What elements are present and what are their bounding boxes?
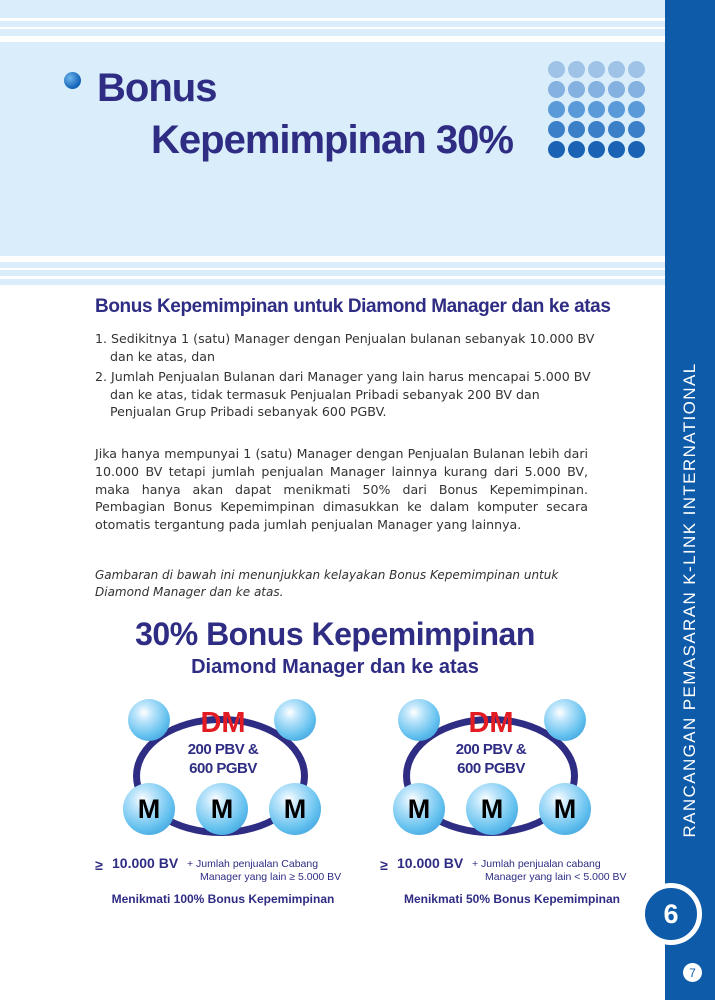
left-bv-value: 10.000 BV	[112, 855, 179, 871]
left-result: Menikmati 100% Bonus Kepemimpinan	[111, 892, 335, 906]
section-heading: Bonus Kepemimpinan untuk Diamond Manager dan ke atas	[95, 296, 611, 317]
left-manager-node-1: M	[123, 783, 175, 835]
header-stripe-top-1	[0, 18, 665, 21]
right-desc-line2: Manager yang lain < 5.000 BV	[485, 871, 627, 883]
diagram-subtitle: Diamond Manager dan ke atas	[191, 656, 479, 678]
left-condition-description	[187, 858, 341, 884]
header-stripe-bottom-3	[0, 276, 665, 279]
right-ge-symbol: ≥	[380, 857, 388, 873]
diagram-title: 30% Bonus Kepemimpinan	[135, 616, 535, 652]
left-dm-req-line2: 600 PGBV	[189, 760, 257, 777]
left-manager-node-3: M	[269, 783, 321, 835]
right-manager-node-3: M	[539, 783, 591, 835]
right-dm-req-line2: 600 PGBV	[457, 760, 525, 777]
list-item: 1. Sedikitnya 1 (satu) Manager dengan Penjualan bulanan sebanyak 10.000 BV dan ke atas, dan	[95, 331, 595, 364]
explanation-paragraph: Jika hanya mempunyai 1 (satu) Manager dengan Penjualan Bulanan lebih dari 10.000 BV tetapi jumlah penjualan Manager lainnya kurang dari 5.000 BV, maka hanya akan dapat menikmati 50% dari Bonus Kepemimpinan. Pembagian Bonus Kepemimpinan dimasukkan ke dalam komputer secara otomatis tergantung pada jumlah penjualan Manager yang lainnya.	[95, 446, 588, 533]
list-item: 2. Jumlah Penjualan Bulanan dari Manager yang lain harus mencapai 5.000 BV dan ke atas, tidak termasuk Penjualan Pribadi sebanyak 200 BV dan Penjualan Grup Pribadi sebanyak 600 PGBV.	[95, 369, 591, 419]
right-manager-node-2: M	[466, 783, 518, 835]
right-desc-line1: + Jumlah penjualan cabang	[472, 858, 601, 870]
side-bar-title: RANCANGAN PEMASARAN K-LINK INTERNATIONAL	[680, 362, 699, 838]
right-manager-node-1: M	[393, 783, 445, 835]
left-dm-req-line1: 200 PBV &	[187, 741, 259, 758]
diagram-caption: Gambaran di bawah ini menunjukkan kelayakan Bonus Kepemimpinan untuk Diamond Manager dan ke atas.	[95, 568, 559, 599]
right-result: Menikmati 50% Bonus Kepemimpinan	[403, 892, 621, 906]
header-stripe-bottom-2	[0, 268, 665, 270]
page-title-line1: Bonus	[97, 66, 217, 110]
header-stripe-top-3	[0, 36, 665, 42]
dot-grid-decoration-icon	[548, 61, 644, 161]
right-dm-req-line1: 200 PBV &	[455, 741, 527, 758]
section-number-badge: 6	[640, 883, 702, 945]
page-title	[97, 62, 513, 166]
left-dm-requirement	[163, 740, 283, 778]
left-desc-line1: + Jumlah penjualan Cabang	[187, 858, 319, 870]
right-dm-requirement	[431, 740, 551, 778]
page-title-line2: Kepemimpinan 30%	[151, 118, 513, 162]
blue-bullet-dot-icon	[64, 72, 81, 89]
left-dm-label: DM	[200, 707, 246, 739]
right-dm-label: DM	[468, 707, 514, 739]
header-stripe-bottom-1	[0, 256, 665, 262]
right-condition-description	[472, 858, 627, 884]
requirements-list	[95, 330, 595, 424]
header-stripe-top-2	[0, 27, 665, 29]
left-manager-node-2: M	[196, 783, 248, 835]
page-number: 7	[683, 963, 702, 982]
left-ge-symbol: ≥	[95, 857, 103, 873]
left-desc-line2: Manager yang lain ≥ 5.000 BV	[200, 871, 342, 883]
right-bv-value: 10.000 BV	[397, 855, 464, 871]
